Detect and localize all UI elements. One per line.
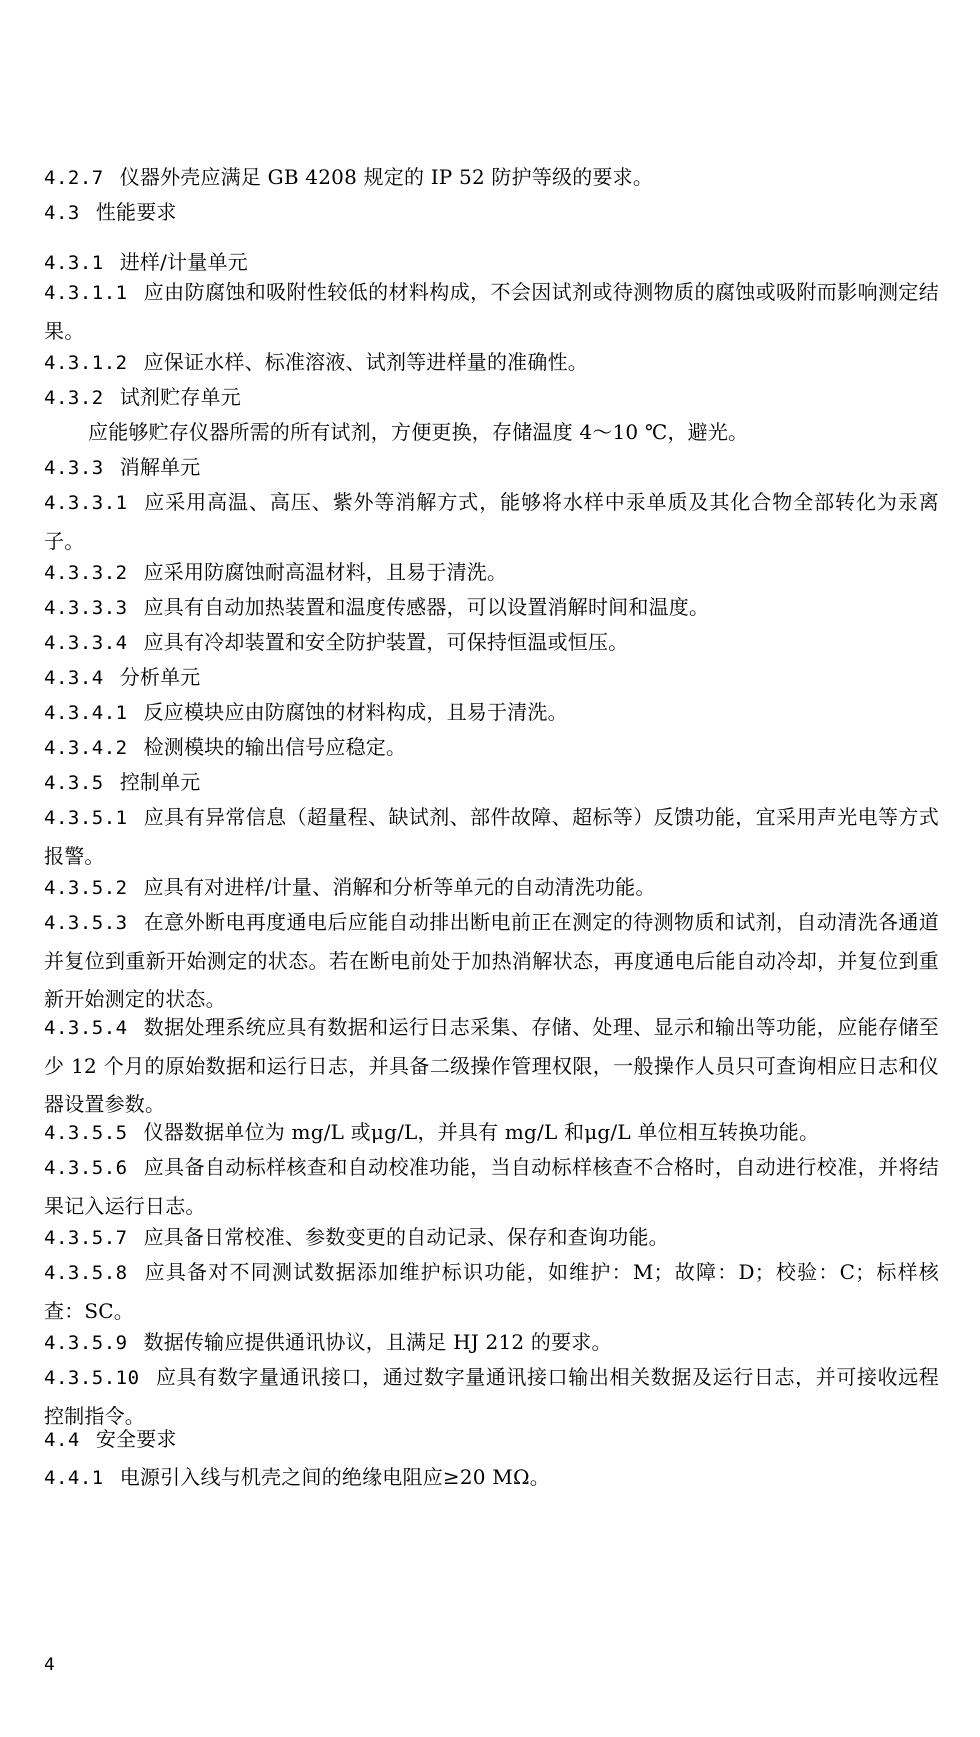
clause-text: 应具备对不同测试数据添加维护标识功能，如维护：M；故障：D；校验：C；标样核查：SC。 <box>44 1260 939 1323</box>
clause-text: 安全要求 <box>95 1427 177 1451</box>
paragraph-4-3-5-5 <box>44 1113 939 1152</box>
clause-number: 4.3.3.1 <box>44 492 128 514</box>
paragraph-4-3-4-2 <box>44 728 939 767</box>
clause-text: 试剂贮存单元 <box>119 385 241 409</box>
paragraph-4-3-5-8 <box>44 1253 939 1330</box>
clause-text: 应具有自动加热装置和温度传感器，可以设置消解时间和温度。 <box>143 595 710 619</box>
paragraph-4-3-1-1 <box>44 273 939 350</box>
clause-number: 4.3.4.1 <box>44 702 128 724</box>
clause-text: 应具有冷却装置和安全防护装置，可保持恒温或恒压。 <box>143 630 629 654</box>
clause-text: 消解单元 <box>119 455 201 479</box>
clause-number: 4.3.3.4 <box>44 632 128 654</box>
clause-number: 4.3.5.4 <box>44 1017 128 1039</box>
clause-number: 4.3.5 <box>44 772 104 794</box>
clause-number: 4.3.2 <box>44 387 104 409</box>
section-heading-4-3-4 <box>44 658 939 697</box>
paragraph-4-3-5-2 <box>44 868 939 907</box>
clause-text: 检测模块的输出信号应稳定。 <box>143 735 407 759</box>
paragraph-4-3-5-6 <box>44 1148 939 1225</box>
clause-number: 4.3.1.1 <box>44 282 128 304</box>
clause-text: 应具有数字量通讯接口，通过数字量通讯接口输出相关数据及运行日志，并可接收远程控制指令。 <box>44 1365 939 1428</box>
clause-text: 应保证水样、标准溶液、试剂等进样量的准确性。 <box>143 350 588 374</box>
page-number: 4 <box>44 1655 55 1675</box>
clause-text: 应具有异常信息（超量程、缺试剂、部件故障、超标等）反馈功能，宜采用声光电等方式报警。 <box>44 805 939 868</box>
clause-text: 数据传输应提供通讯协议，且满足 HJ 212 的要求。 <box>143 1330 612 1354</box>
clause-text: 仪器数据单位为 mg/L 或μg/L，并具有 mg/L 和μg/L 单位相互转换功能。 <box>143 1120 820 1144</box>
clause-text: 仪器外壳应满足 GB 4208 规定的 IP 52 防护等级的要求。 <box>119 165 654 189</box>
paragraph-4-4-1 <box>44 1458 939 1497</box>
paragraph-4-3-5-9 <box>44 1323 939 1362</box>
clause-number: 4.3.3.3 <box>44 597 128 619</box>
paragraph-4-3-3-3 <box>44 588 939 627</box>
section-heading-4-4 <box>44 1420 939 1459</box>
clause-text: 应具备日常校准、参数变更的自动记录、保存和查询功能。 <box>143 1225 669 1249</box>
clause-text: 进样/计量单元 <box>119 250 248 274</box>
clause-number: 4.3.5.7 <box>44 1227 128 1249</box>
clause-number: 4.3.5.1 <box>44 807 128 829</box>
paragraph-4-3-5-3 <box>44 903 939 1018</box>
paragraph-storage-conditions <box>44 413 980 451</box>
section-heading-4-3 <box>44 193 939 232</box>
clause-number: 4.3.3 <box>44 457 104 479</box>
clause-number: 4.3.3.2 <box>44 562 128 584</box>
clause-text: 应具有对进样/计量、消解和分析等单元的自动清洗功能。 <box>143 875 656 899</box>
paragraph-4-3-5-7 <box>44 1218 939 1257</box>
clause-number: 4.3.1.2 <box>44 352 128 374</box>
paragraph-4-3-5-1 <box>44 798 939 875</box>
clause-number: 4.3.5.8 <box>44 1262 128 1284</box>
paragraph-4-3-4-1 <box>44 693 939 732</box>
clause-text: 分析单元 <box>119 665 201 689</box>
clause-text: 应采用防腐蚀耐高温材料，且易于清洗。 <box>143 560 508 584</box>
clause-text: 在意外断电再度通电后应能自动排出断电前正在测定的待测物质和试剂，自动清洗各通道并复位到重新开始测定的状态。若在断电前处于加热消解状态，再度通电后能自动冷却，并复位到重新开始测定的状态。 <box>44 910 939 1011</box>
clause-text: 应能够贮存仪器所需的所有试剂，方便更换，存储温度 4～10 ℃，避光。 <box>88 420 749 444</box>
clause-number: 4.4.1 <box>44 1467 104 1489</box>
clause-number: 4.3.4 <box>44 667 104 689</box>
clause-number: 4.3 <box>44 202 80 224</box>
paragraph-4-2-7 <box>44 158 939 197</box>
clause-number: 4.3.5.5 <box>44 1122 128 1144</box>
section-heading-4-3-5 <box>44 763 939 802</box>
clause-text: 数据处理系统应具有数据和运行日志采集、存储、处理、显示和输出等功能，应能存储至少 12 个月的原始数据和运行日志，并具备二级操作管理权限，一般操作人员只可查询相应日志和仪器设置参数。 <box>44 1015 939 1116</box>
paragraph-4-3-3-4 <box>44 623 939 662</box>
paragraph-4-3-5-4 <box>44 1008 939 1123</box>
clause-text: 应具备自动标样核查和自动校准功能，当自动标样核查不合格时，自动进行校准，并将结果记入运行日志。 <box>44 1155 939 1218</box>
section-heading-4-3-3 <box>44 448 939 487</box>
clause-text: 反应模块应由防腐蚀的材料构成，且易于清洗。 <box>143 700 568 724</box>
clause-number: 4.3.4.2 <box>44 737 128 759</box>
clause-number: 4.2.7 <box>44 167 104 189</box>
clause-number: 4.3.1 <box>44 252 104 274</box>
clause-text: 应采用高温、高压、紫外等消解方式，能够将水样中汞单质及其化合物全部转化为汞离子。 <box>44 490 939 553</box>
clause-number: 4.3.5.9 <box>44 1332 128 1354</box>
clause-text: 性能要求 <box>95 200 177 224</box>
clause-text: 电源引入线与机壳之间的绝缘电阻应≥20 MΩ。 <box>119 1465 550 1489</box>
clause-text: 应由防腐蚀和吸附性较低的材料构成，不会因试剂或待测物质的腐蚀或吸附而影响测定结果。 <box>44 280 939 343</box>
clause-number: 4.4 <box>44 1429 80 1451</box>
clause-number: 4.3.5.10 <box>44 1367 140 1389</box>
paragraph-4-3-3-1 <box>44 483 939 560</box>
paragraph-4-3-1-2 <box>44 343 939 382</box>
clause-number: 4.3.5.3 <box>44 912 128 934</box>
clause-text: 控制单元 <box>119 770 201 794</box>
section-heading-4-3-2 <box>44 378 939 417</box>
clause-number: 4.3.5.2 <box>44 877 128 899</box>
clause-number: 4.3.5.6 <box>44 1157 128 1179</box>
paragraph-4-3-3-2 <box>44 553 939 592</box>
